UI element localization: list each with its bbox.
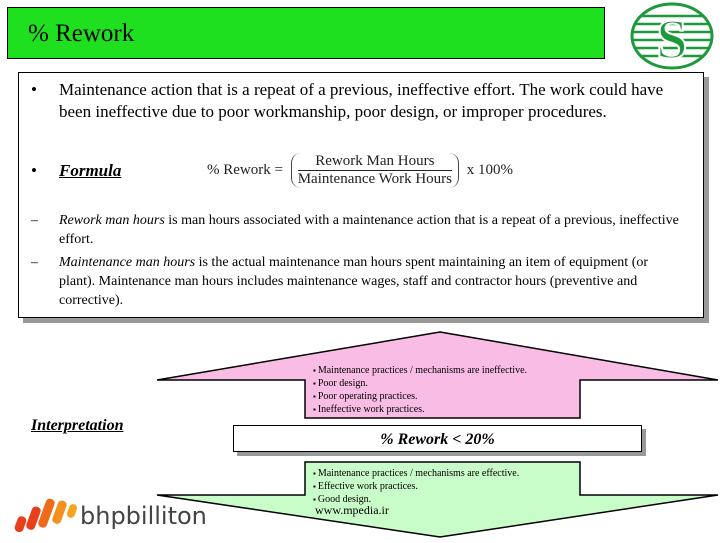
- bullet-marker: •: [31, 80, 37, 99]
- bhp-wordmark: bhpbilliton: [80, 502, 207, 530]
- formula-numerator: Rework Man Hours: [298, 153, 452, 171]
- target-box: % Rework < 20%: [233, 425, 642, 452]
- list-item: ▪ Good design.: [313, 493, 519, 506]
- formula-multiplier: x 100%: [466, 161, 514, 178]
- term-text: is man hours associated with a maintenance action that is a repeat of a previous, ineffective effort.: [59, 213, 679, 247]
- term-text: is the actual maintenance man hours spent maintaining an item of equipment (or plant). Maintenance man hours includes maintenance wages, staff and contractor hours (preventive and corrective).: [59, 255, 649, 308]
- list-item: ▪ Maintenance practices / mechanisms are ineffective.: [313, 364, 527, 377]
- watermark: www.mpedia.ir: [315, 503, 389, 517]
- list-item: ▪ Effective work practices.: [313, 480, 519, 493]
- dash-marker: –: [31, 255, 38, 270]
- bhp-logo-icon: [12, 494, 82, 538]
- ineffective-list: [313, 364, 527, 416]
- list-item: ▪ Maintenance practices / mechanisms are effective.: [313, 467, 519, 480]
- interpretation-label: Interpretation: [31, 417, 124, 434]
- bullet-marker: •: [31, 161, 37, 180]
- list-item: ▪ Ineffective work practices.: [313, 403, 527, 416]
- term: Maintenance man hours: [59, 255, 196, 270]
- formula-label: Formula: [59, 161, 122, 180]
- bullet-text: Maintenance action that is a repeat of a previous, ineffective effort. The work could have been ineffective due to poor workmanship, poor design, or improper procedures.: [59, 80, 664, 121]
- term: Rework man hours: [59, 213, 165, 228]
- formula-lhs: % Rework =: [207, 161, 283, 178]
- formula-denominator: Maintenance Work Hours: [297, 171, 453, 187]
- svg-text:S: S: [656, 9, 688, 70]
- dash-marker: –: [31, 213, 38, 228]
- list-item: ▪ Poor operating practices.: [313, 390, 527, 403]
- bhpbilliton-logo: [12, 494, 222, 538]
- effective-list: [313, 467, 519, 506]
- list-item: ▪ Poor design.: [313, 377, 527, 390]
- page-title: % Rework: [28, 20, 135, 47]
